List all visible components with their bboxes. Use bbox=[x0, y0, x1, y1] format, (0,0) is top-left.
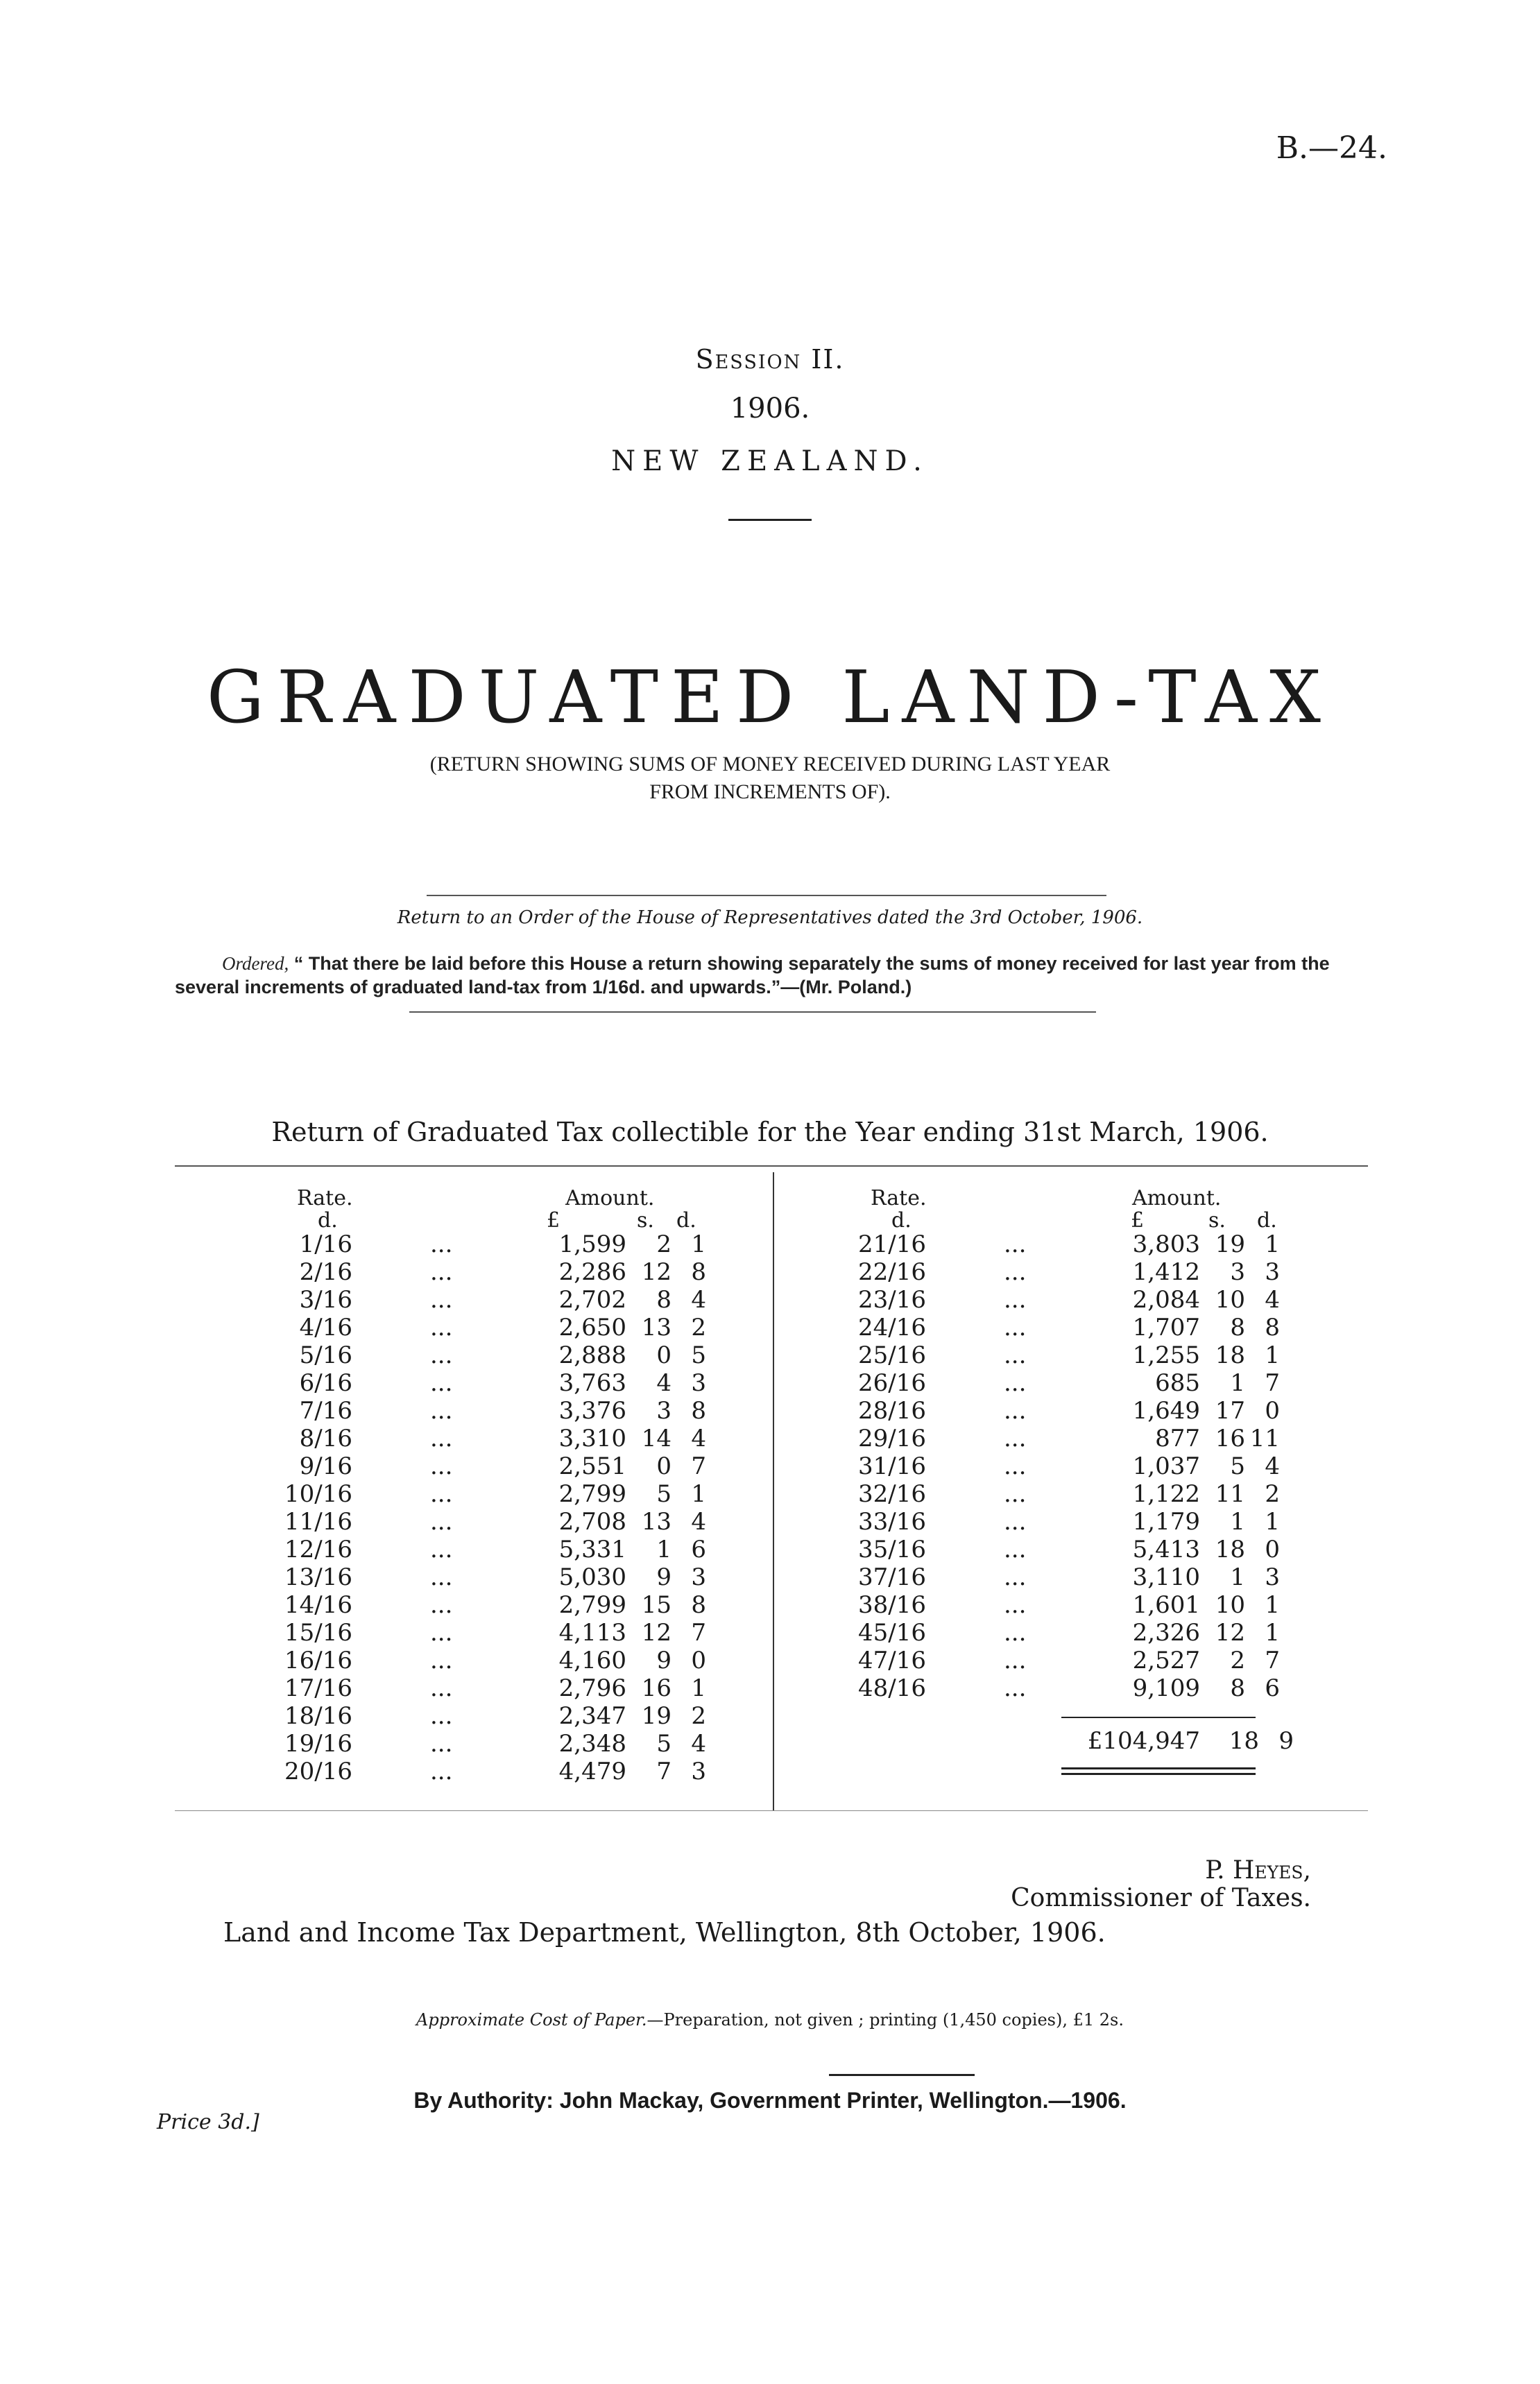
pounds-cell: 2,796 bbox=[558, 1674, 626, 1702]
leader-dots: ... bbox=[1004, 1563, 1027, 1591]
rate-cell: 19/16 bbox=[284, 1730, 352, 1758]
rate-cell: 22/16 bbox=[858, 1258, 926, 1286]
pence-cell: 3 bbox=[1265, 1563, 1280, 1591]
rate-cell: 15/16 bbox=[284, 1619, 352, 1647]
left-table-row bbox=[276, 1674, 706, 1702]
shillings-cell: 0 bbox=[656, 1341, 671, 1369]
shillings-cell: 9 bbox=[656, 1563, 671, 1591]
leader-dots: ... bbox=[430, 1674, 453, 1702]
shillings-cell: 12 bbox=[1215, 1619, 1245, 1647]
pounds-cell: 1,179 bbox=[1132, 1508, 1200, 1536]
left-table-row bbox=[276, 1452, 706, 1480]
pence-cell: 3 bbox=[691, 1758, 706, 1785]
rate-cell: 33/16 bbox=[858, 1508, 926, 1536]
rate-cell: 3/16 bbox=[299, 1286, 352, 1314]
rate-cell: 7/16 bbox=[299, 1397, 352, 1425]
leader-dots: ... bbox=[430, 1563, 453, 1591]
pence-cell: 8 bbox=[691, 1591, 706, 1619]
rate-cell: 48/16 bbox=[858, 1674, 926, 1702]
leader-dots: ... bbox=[1004, 1591, 1027, 1619]
pence-cell: 0 bbox=[1265, 1397, 1280, 1425]
pounds-cell: 1,601 bbox=[1132, 1591, 1200, 1619]
order-heading: Return to an Order of the House of Representatives dated the 3rd October, 1906. bbox=[397, 907, 1143, 928]
shillings-cell: 3 bbox=[656, 1397, 671, 1425]
shillings-cell: 13 bbox=[641, 1314, 671, 1341]
department-line: Land and Income Tax Department, Wellington, 8th October, 1906. bbox=[223, 1917, 1106, 1948]
left-table-column bbox=[276, 1230, 706, 1785]
pence-cell: 3 bbox=[691, 1563, 706, 1591]
pounds-cell: 1,649 bbox=[1132, 1397, 1200, 1425]
pence-cell: 4 bbox=[691, 1286, 706, 1314]
leader-dots: ... bbox=[430, 1480, 453, 1508]
right-table-row bbox=[850, 1563, 1280, 1591]
pounds-cell: 3,310 bbox=[558, 1425, 626, 1452]
left-table-row bbox=[276, 1369, 706, 1397]
pounds-cell: 2,708 bbox=[558, 1508, 626, 1536]
rate-cell: 24/16 bbox=[858, 1314, 926, 1341]
right-table-row bbox=[850, 1480, 1280, 1508]
pence-cell: 4 bbox=[691, 1508, 706, 1536]
right-table-row bbox=[850, 1452, 1280, 1480]
right-table-row bbox=[850, 1286, 1280, 1314]
shillings-cell: 10 bbox=[1215, 1591, 1245, 1619]
pounds-cell: 2,348 bbox=[558, 1730, 626, 1758]
rate-cell: 18/16 bbox=[284, 1702, 352, 1730]
left-table-row bbox=[276, 1397, 706, 1425]
table-top-rule bbox=[175, 1165, 1368, 1167]
left-table-row bbox=[276, 1230, 706, 1258]
left-table-row bbox=[276, 1536, 706, 1563]
rate-cell: 37/16 bbox=[858, 1563, 926, 1591]
right-table-row bbox=[850, 1369, 1280, 1397]
rate-cell: 26/16 bbox=[858, 1369, 926, 1397]
shillings-cell: 9 bbox=[656, 1647, 671, 1674]
pence-cell: 0 bbox=[691, 1647, 706, 1674]
rate-cell: 12/16 bbox=[284, 1536, 352, 1563]
document-title: GRADUATED LAND-TAX bbox=[206, 655, 1334, 739]
pounds-cell: 4,113 bbox=[558, 1619, 626, 1647]
rate-cell: 8/16 bbox=[299, 1425, 352, 1452]
right-table-row bbox=[850, 1647, 1280, 1674]
leader-dots: ... bbox=[1004, 1341, 1027, 1369]
year-label: 1906. bbox=[730, 393, 810, 425]
total-pence: 9 bbox=[1278, 1727, 1294, 1755]
right-table-row bbox=[850, 1341, 1280, 1369]
pounds-cell: 2,084 bbox=[1132, 1286, 1200, 1314]
shillings-cell: 1 bbox=[1230, 1369, 1245, 1397]
order-bottom-rule bbox=[409, 1011, 1096, 1013]
left-table-row bbox=[276, 1480, 706, 1508]
order-text bbox=[175, 952, 1382, 999]
leader-dots: ... bbox=[1004, 1508, 1027, 1536]
pounds-cell: 1,412 bbox=[1132, 1258, 1200, 1286]
pence-cell: 0 bbox=[1265, 1536, 1280, 1563]
rate-cell: 10/16 bbox=[284, 1480, 352, 1508]
shillings-cell: 5 bbox=[656, 1730, 671, 1758]
rate-cell: 38/16 bbox=[858, 1591, 926, 1619]
left-table-row bbox=[276, 1591, 706, 1619]
pounds-cell: 1,037 bbox=[1132, 1452, 1200, 1480]
left-amount-header: Amount. bbox=[565, 1186, 655, 1210]
ordered-word: Ordered, bbox=[222, 953, 289, 974]
pence-cell: 6 bbox=[1265, 1674, 1280, 1702]
leader-dots: ... bbox=[1004, 1647, 1027, 1674]
rate-cell: 2/16 bbox=[299, 1258, 352, 1286]
authority-rule bbox=[829, 2074, 975, 2076]
shillings-cell: 5 bbox=[1230, 1452, 1245, 1480]
pounds-cell: 2,326 bbox=[1132, 1619, 1200, 1647]
pounds-cell: 2,527 bbox=[1132, 1647, 1200, 1674]
right-table-row bbox=[850, 1591, 1280, 1619]
leader-dots: ... bbox=[430, 1730, 453, 1758]
left-table-row bbox=[276, 1286, 706, 1314]
pounds-cell: 5,331 bbox=[558, 1536, 626, 1563]
left-table-row bbox=[276, 1314, 706, 1341]
pence-cell: 11 bbox=[1249, 1425, 1280, 1452]
pounds-cell: 1,707 bbox=[1132, 1314, 1200, 1341]
subtitle-line-1: (RETURN SHOWING SUMS OF MONEY RECEIVED DURING LAST YEAR bbox=[429, 753, 1111, 775]
pence-cell: 1 bbox=[691, 1480, 706, 1508]
pence-cell: 1 bbox=[1265, 1341, 1280, 1369]
pounds-cell: 2,888 bbox=[558, 1341, 626, 1369]
leader-dots: ... bbox=[1004, 1674, 1027, 1702]
rate-cell: 20/16 bbox=[284, 1758, 352, 1785]
signatory-name: P. Heyes, bbox=[1205, 1856, 1311, 1885]
leader-dots: ... bbox=[430, 1536, 453, 1563]
left-table-row bbox=[276, 1702, 706, 1730]
shillings-cell: 5 bbox=[656, 1480, 671, 1508]
pence-cell: 2 bbox=[691, 1314, 706, 1341]
pence-cell: 4 bbox=[1265, 1452, 1280, 1480]
column-divider bbox=[773, 1172, 774, 1810]
leader-dots: ... bbox=[1004, 1258, 1027, 1286]
rate-cell: 29/16 bbox=[858, 1425, 926, 1452]
leader-dots: ... bbox=[430, 1369, 453, 1397]
right-table-row bbox=[850, 1314, 1280, 1341]
left-shillings-header: s. bbox=[637, 1208, 654, 1233]
shillings-cell: 2 bbox=[1230, 1647, 1245, 1674]
rate-cell: 21/16 bbox=[858, 1230, 926, 1258]
pounds-cell: 2,650 bbox=[558, 1314, 626, 1341]
leader-dots: ... bbox=[430, 1452, 453, 1480]
right-table-row bbox=[850, 1258, 1280, 1286]
leader-dots: ... bbox=[1004, 1480, 1027, 1508]
pence-cell: 4 bbox=[691, 1730, 706, 1758]
left-pence-header: d. bbox=[676, 1208, 696, 1233]
pounds-cell: 9,109 bbox=[1132, 1674, 1200, 1702]
right-table-row bbox=[850, 1619, 1280, 1647]
cost-text: —Preparation, not given ; printing (1,450 copies), £1 2s. bbox=[647, 2010, 1124, 2030]
paper-reference: B.—24. bbox=[1276, 130, 1387, 166]
total-row bbox=[850, 1727, 1294, 1755]
leader-dots: ... bbox=[1004, 1397, 1027, 1425]
rate-cell: 4/16 bbox=[299, 1314, 352, 1341]
leader-dots: ... bbox=[430, 1702, 453, 1730]
total-top-rule bbox=[1061, 1717, 1256, 1718]
leader-dots: ... bbox=[430, 1508, 453, 1536]
right-shillings-header: s. bbox=[1208, 1208, 1226, 1233]
pence-cell: 7 bbox=[691, 1619, 706, 1647]
pence-cell: 4 bbox=[1265, 1286, 1280, 1314]
right-pence-header: d. bbox=[1257, 1208, 1277, 1233]
pence-cell: 1 bbox=[1265, 1508, 1280, 1536]
shillings-cell: 17 bbox=[1215, 1397, 1245, 1425]
pence-cell: 4 bbox=[691, 1425, 706, 1452]
rate-cell: 13/16 bbox=[284, 1563, 352, 1591]
leader-dots: ... bbox=[1004, 1536, 1027, 1563]
left-table-row bbox=[276, 1508, 706, 1536]
left-table-row bbox=[276, 1647, 706, 1674]
rate-cell: 5/16 bbox=[299, 1341, 352, 1369]
pounds-cell: 3,763 bbox=[558, 1369, 626, 1397]
pounds-cell: 2,286 bbox=[558, 1258, 626, 1286]
left-table-row bbox=[276, 1563, 706, 1591]
pounds-cell: 685 bbox=[1155, 1369, 1200, 1397]
rate-cell: 14/16 bbox=[284, 1591, 352, 1619]
rate-cell: 25/16 bbox=[858, 1341, 926, 1369]
left-pounds-header: £ bbox=[547, 1208, 561, 1233]
leader-dots: ... bbox=[430, 1314, 453, 1341]
pounds-cell: 1,255 bbox=[1132, 1341, 1200, 1369]
shillings-cell: 10 bbox=[1215, 1286, 1245, 1314]
pounds-cell: 877 bbox=[1155, 1425, 1200, 1452]
left-table-row bbox=[276, 1258, 706, 1286]
rate-cell: 23/16 bbox=[858, 1286, 926, 1314]
pence-cell: 1 bbox=[1265, 1591, 1280, 1619]
session-label: Session II. bbox=[695, 344, 845, 375]
shillings-cell: 8 bbox=[1230, 1314, 1245, 1341]
leader-dots: ... bbox=[1004, 1619, 1027, 1647]
left-table-row bbox=[276, 1758, 706, 1785]
pence-cell: 8 bbox=[1265, 1314, 1280, 1341]
shillings-cell: 18 bbox=[1215, 1341, 1245, 1369]
pence-cell: 5 bbox=[691, 1341, 706, 1369]
pounds-cell: 5,030 bbox=[558, 1563, 626, 1591]
pounds-cell: 3,376 bbox=[558, 1397, 626, 1425]
leader-dots: ... bbox=[430, 1647, 453, 1674]
pence-cell: 1 bbox=[691, 1674, 706, 1702]
right-amount-header: Amount. bbox=[1132, 1186, 1222, 1210]
rate-cell: 11/16 bbox=[284, 1508, 352, 1536]
shillings-cell: 12 bbox=[641, 1258, 671, 1286]
pence-cell: 7 bbox=[1265, 1647, 1280, 1674]
shillings-cell: 16 bbox=[641, 1674, 671, 1702]
right-table-column bbox=[850, 1230, 1280, 1702]
table-title: Return of Graduated Tax collectible for the Year ending 31st March, 1906. bbox=[271, 1117, 1269, 1147]
right-pounds-header: £ bbox=[1131, 1208, 1145, 1233]
right-table-row bbox=[850, 1674, 1280, 1702]
pounds-cell: 1,599 bbox=[558, 1230, 626, 1258]
rate-cell: 28/16 bbox=[858, 1397, 926, 1425]
shillings-cell: 8 bbox=[1230, 1674, 1245, 1702]
shillings-cell: 0 bbox=[656, 1452, 671, 1480]
total-double-rule-2 bbox=[1061, 1773, 1256, 1775]
cost-label: Approximate Cost of Paper. bbox=[416, 2010, 647, 2030]
leader-dots: ... bbox=[1004, 1369, 1027, 1397]
leader-dots: ... bbox=[430, 1286, 453, 1314]
rate-cell: 9/16 bbox=[299, 1452, 352, 1480]
pounds-cell: 4,479 bbox=[558, 1758, 626, 1785]
total-pounds: £104,947 bbox=[1087, 1727, 1200, 1755]
left-rate-header: Rate. bbox=[297, 1186, 353, 1210]
pounds-cell: 4,160 bbox=[558, 1647, 626, 1674]
leader-dots: ... bbox=[1004, 1452, 1027, 1480]
pence-cell: 3 bbox=[691, 1369, 706, 1397]
leader-dots: ... bbox=[430, 1591, 453, 1619]
authority-line: By Authority: John Mackay, Government Printer, Wellington.—1906. bbox=[413, 2088, 1127, 2113]
leader-dots: ... bbox=[430, 1258, 453, 1286]
pence-cell: 2 bbox=[1265, 1480, 1280, 1508]
shillings-cell: 2 bbox=[656, 1230, 671, 1258]
pence-cell: 8 bbox=[691, 1397, 706, 1425]
total-shillings: 18 bbox=[1229, 1727, 1259, 1755]
right-rate-header: Rate. bbox=[871, 1186, 927, 1210]
leader-dots: ... bbox=[430, 1230, 453, 1258]
rate-cell: 16/16 bbox=[284, 1647, 352, 1674]
right-table-row bbox=[850, 1425, 1280, 1452]
shillings-cell: 7 bbox=[656, 1758, 671, 1785]
leader-dots: ... bbox=[430, 1758, 453, 1785]
pounds-cell: 2,347 bbox=[558, 1702, 626, 1730]
leader-dots: ... bbox=[1004, 1230, 1027, 1258]
right-table-row bbox=[850, 1397, 1280, 1425]
rate-cell: 32/16 bbox=[858, 1480, 926, 1508]
left-rate-unit: d. bbox=[318, 1208, 338, 1233]
shillings-cell: 3 bbox=[1230, 1258, 1245, 1286]
shillings-cell: 16 bbox=[1215, 1425, 1245, 1452]
shillings-cell: 14 bbox=[641, 1425, 671, 1452]
pence-cell: 8 bbox=[691, 1258, 706, 1286]
rate-cell: 45/16 bbox=[858, 1619, 926, 1647]
pounds-cell: 2,551 bbox=[558, 1452, 626, 1480]
pounds-cell: 5,413 bbox=[1132, 1536, 1200, 1563]
pounds-cell: 2,702 bbox=[558, 1286, 626, 1314]
pounds-cell: 2,799 bbox=[558, 1480, 626, 1508]
shillings-cell: 12 bbox=[641, 1619, 671, 1647]
pence-cell: 1 bbox=[1265, 1619, 1280, 1647]
left-table-row bbox=[276, 1425, 706, 1452]
total-double-rule-1 bbox=[1061, 1767, 1256, 1769]
leader-dots: ... bbox=[430, 1425, 453, 1452]
rate-cell: 6/16 bbox=[299, 1369, 352, 1397]
rate-cell: 35/16 bbox=[858, 1536, 926, 1563]
leader-dots: ... bbox=[1004, 1286, 1027, 1314]
rate-cell: 17/16 bbox=[284, 1674, 352, 1702]
shillings-cell: 19 bbox=[1215, 1230, 1245, 1258]
pounds-cell: 3,110 bbox=[1132, 1563, 1200, 1591]
shillings-cell: 1 bbox=[656, 1536, 671, 1563]
document-subtitle bbox=[0, 751, 1540, 806]
right-rate-unit: d. bbox=[891, 1208, 912, 1233]
left-table-row bbox=[276, 1619, 706, 1647]
pounds-cell: 3,803 bbox=[1132, 1230, 1200, 1258]
shillings-cell: 18 bbox=[1215, 1536, 1245, 1563]
shillings-cell: 11 bbox=[1215, 1480, 1245, 1508]
rate-cell: 31/16 bbox=[858, 1452, 926, 1480]
order-top-rule bbox=[427, 895, 1106, 896]
rate-cell: 1/16 bbox=[299, 1230, 352, 1258]
leader-dots: ... bbox=[1004, 1425, 1027, 1452]
table-bottom-rule bbox=[175, 1810, 1368, 1811]
left-table-row bbox=[276, 1341, 706, 1369]
price-label: Price 3d.] bbox=[157, 2110, 259, 2134]
pounds-cell: 2,799 bbox=[558, 1591, 626, 1619]
leader-dots: ... bbox=[430, 1397, 453, 1425]
signatory-title: Commissioner of Taxes. bbox=[1011, 1884, 1311, 1912]
pence-cell: 1 bbox=[691, 1230, 706, 1258]
cost-line bbox=[0, 2010, 1540, 2030]
pence-cell: 7 bbox=[691, 1452, 706, 1480]
country-label: NEW ZEALAND. bbox=[611, 445, 929, 477]
shillings-cell: 19 bbox=[641, 1702, 671, 1730]
right-table-row bbox=[850, 1508, 1280, 1536]
pence-cell: 3 bbox=[1265, 1258, 1280, 1286]
subtitle-line-2: FROM INCREMENTS OF). bbox=[649, 780, 891, 803]
right-table-row bbox=[850, 1230, 1280, 1258]
shillings-cell: 15 bbox=[641, 1591, 671, 1619]
shillings-cell: 4 bbox=[656, 1369, 671, 1397]
shillings-cell: 1 bbox=[1230, 1508, 1245, 1536]
rate-cell: 47/16 bbox=[858, 1647, 926, 1674]
leader-dots: ... bbox=[1004, 1314, 1027, 1341]
order-quote: “ That there be laid before this House a return showing separately the sums of money received for last year from the several increments of graduated land-tax from 1/16d. and upwards.”—(Mr. Poland.) bbox=[175, 953, 1330, 997]
left-table-row bbox=[276, 1730, 706, 1758]
header-divider bbox=[728, 519, 812, 521]
pence-cell: 2 bbox=[691, 1702, 706, 1730]
leader-dots: ... bbox=[430, 1341, 453, 1369]
pence-cell: 6 bbox=[691, 1536, 706, 1563]
right-table-row bbox=[850, 1536, 1280, 1563]
shillings-cell: 13 bbox=[641, 1508, 671, 1536]
shillings-cell: 8 bbox=[656, 1286, 671, 1314]
shillings-cell: 1 bbox=[1230, 1563, 1245, 1591]
pence-cell: 1 bbox=[1265, 1230, 1280, 1258]
pounds-cell: 1,122 bbox=[1132, 1480, 1200, 1508]
leader-dots: ... bbox=[430, 1619, 453, 1647]
pence-cell: 7 bbox=[1265, 1369, 1280, 1397]
